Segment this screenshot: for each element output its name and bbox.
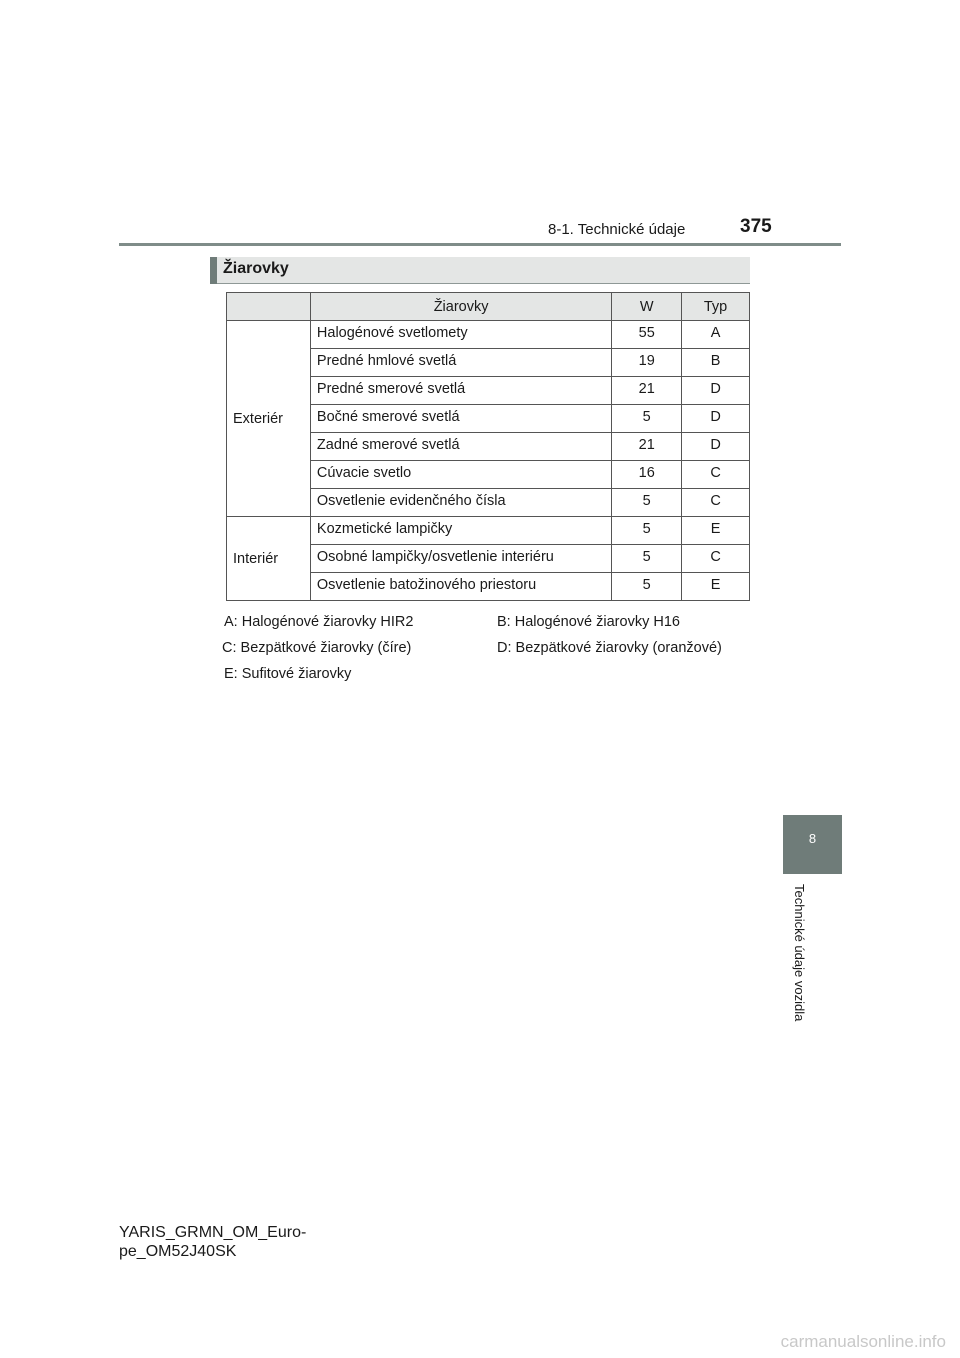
bulb-watt: 5	[612, 545, 682, 573]
bulb-name: Predné hmlové svetlá	[310, 349, 611, 377]
bulb-type: E	[682, 573, 750, 601]
chapter-tab	[783, 815, 842, 874]
bulb-watt: 5	[612, 573, 682, 601]
bulb-type: D	[682, 405, 750, 433]
footer-line-1: YARIS_GRMN_OM_Euro-	[119, 1224, 307, 1241]
group-label-interior: Interiér	[227, 517, 311, 601]
bulb-name: Osvetlenie evidenčného čísla	[310, 489, 611, 517]
column-header-group	[227, 293, 311, 321]
footer-line-2: pe_OM52J40SK	[119, 1243, 237, 1260]
group-label-exterior: Exteriér	[227, 321, 311, 517]
bulb-name: Osobné lampičky/osvetlenie interiéru	[310, 545, 611, 573]
bulb-name: Zadné smerové svetlá	[310, 433, 611, 461]
bulb-watt: 21	[612, 433, 682, 461]
bulb-name: Cúvacie svetlo	[310, 461, 611, 489]
column-header-bulbs: Žiarovky	[310, 293, 611, 321]
bulb-name: Kozmetické lampičky	[310, 517, 611, 545]
legend-a: A: Halogénové žiarovky HIR2	[224, 614, 414, 630]
legend-c: C: Bezpätkové žiarovky (číre)	[222, 640, 412, 656]
bulb-type: D	[682, 377, 750, 405]
header-divider	[119, 243, 841, 246]
bulb-name: Osvetlenie batožinového priestoru	[310, 573, 611, 601]
bulb-type: D	[682, 433, 750, 461]
bulb-name: Halogénové svetlomety	[310, 321, 611, 349]
table-header-row	[227, 293, 750, 321]
table-row	[227, 321, 750, 349]
legend-d: D: Bezpätkové žiarovky (oranžové)	[497, 640, 722, 656]
legend-e: E: Sufitové žiarovky	[224, 666, 352, 682]
footer-doc-id	[119, 1223, 306, 1261]
table-row	[227, 517, 750, 545]
bulb-type: E	[682, 517, 750, 545]
bulb-watt: 5	[612, 489, 682, 517]
column-header-type: Typ	[682, 293, 750, 321]
bulb-type: C	[682, 461, 750, 489]
bulb-name: Bočné smerové svetlá	[310, 405, 611, 433]
section-title: 8-1. Technické údaje	[548, 221, 686, 238]
bulb-name: Predné smerové svetlá	[310, 377, 611, 405]
column-header-watt: W	[612, 293, 682, 321]
bulb-type: B	[682, 349, 750, 377]
section-heading	[210, 257, 750, 284]
bulb-watt: 55	[612, 321, 682, 349]
bulbs-table	[226, 292, 750, 601]
page-number: 375	[740, 216, 772, 237]
bulb-watt: 21	[612, 377, 682, 405]
bulb-watt: 5	[612, 517, 682, 545]
chapter-number: 8	[808, 831, 817, 846]
bulb-type: A	[682, 321, 750, 349]
bulb-type: C	[682, 545, 750, 573]
section-heading-text: Žiarovky	[223, 260, 289, 277]
bulb-watt: 19	[612, 349, 682, 377]
heading-accent-bar	[210, 257, 217, 284]
bulb-type: C	[682, 489, 750, 517]
legend-b: B: Halogénové žiarovky H16	[497, 614, 680, 630]
watermark: carmanualsonline.info	[780, 1332, 946, 1351]
bulb-watt: 5	[612, 405, 682, 433]
bulb-watt: 16	[612, 461, 682, 489]
chapter-label: Technické údaje vozidla	[792, 884, 807, 1022]
